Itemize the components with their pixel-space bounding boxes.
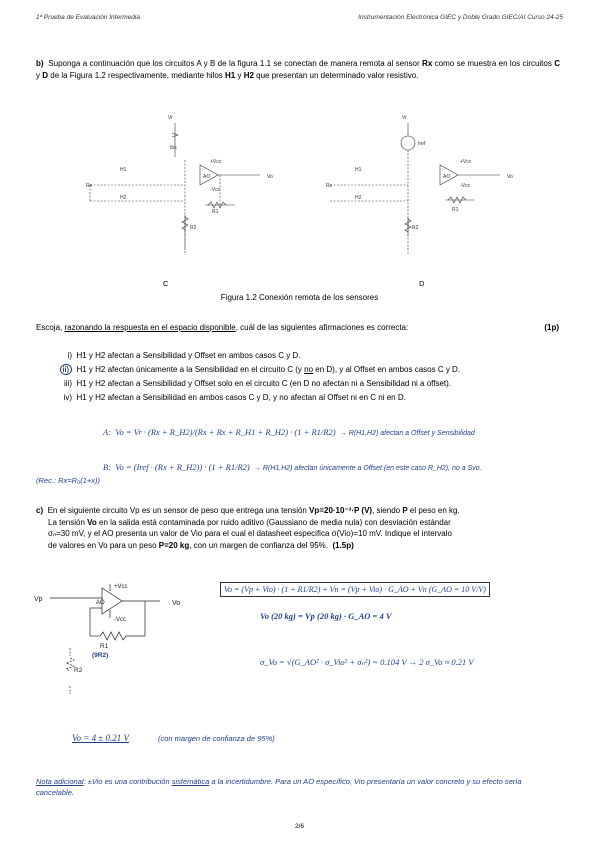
figure-circuits: [60, 105, 540, 290]
label-vr-c: Vr: [168, 115, 173, 121]
circ-c-r1: R1: [100, 643, 109, 650]
label-rx-d: Rx: [326, 183, 333, 189]
label-ao-d: AO: [443, 174, 451, 180]
label-h1-d: H1: [355, 167, 362, 173]
part-c-text: c) En el siguiente circuito Vp es un sensor de peso que entrega una tensión Vp=20·10⁻³·P (V), siendo P el peso en kg. La tensión Vo en la salida está contaminada por ruido aditivo (Gaussiano de media nula) con desviación estándar σₙ=30 mV, y el AO presenta un valor de Vio para el cual el datasheet especifica σ(Vio)=10 mV. Indique el intervalo de valores en Vo para un peso P=20 kg, con un margen de confianza del 95%. (1.5p): [36, 506, 460, 550]
label-vo-d: Vo: [507, 174, 513, 180]
label-iref: Iref: [418, 141, 426, 147]
label-vcc-pos-d: +Vcc: [460, 159, 472, 165]
circuit-part-c: [30, 578, 210, 703]
circ-c-r1-value: (9R2): [92, 652, 109, 659]
solution-rec: (Rec.: Rx=R₀(1+x)): [36, 476, 101, 485]
solution-eq1: Vo = (Vp + Vio) · (1 + R1/R2) + Vn = (Vp + Vio) · G_AO + Vn (G_AO = 10 V/V): [220, 582, 490, 597]
circ-c-vcc-neg: -Vcc: [114, 617, 126, 623]
label-vcc-neg-d: -Vcc: [460, 183, 470, 189]
header-left: 1ª Prueba de Evaluación Intermedia: [36, 14, 140, 21]
label-rx-c: Rx: [86, 183, 93, 189]
figure-caption: Figura 1.2 Conexión remota de los sensores: [220, 293, 379, 302]
solution-result-note: (con margen de confianza de 95%): [158, 734, 275, 743]
option-ii: ii) H1 y H2 afectan únicamente a la Sensibilidad en el circuito C (y no en D), y al Offset en ambos casos C y D.: [50, 364, 460, 376]
figure-label-c: C: [163, 279, 169, 288]
label-h1-c: H1: [120, 167, 127, 173]
circ-c-vo: Vo: [172, 600, 181, 607]
option-iii: iii) H1 y H2 afectan a Sensibilidad y Offset solo en el circuito C (en D no afectan ni a Sensibilidad ni a offset).: [64, 379, 452, 388]
solution-a: A: Vo = Vr · (Rx + R_H2)/(Rx + Rx + R_H1 + R_H2) · (1 + R1/R2) → R(H1,H2) afectan a Offset y Sensibilidad: [103, 427, 475, 437]
option-i: i) H1 y H2 afectan a Sensibilidad y Offset en ambos casos C y D.: [67, 351, 301, 360]
part-c-label: c): [36, 506, 44, 515]
question: Escoja, razonando la respuesta en el espacio disponible, cuál de las siguientes afirmaciones es correcta:: [36, 323, 409, 332]
label-r2-c: R2: [190, 225, 197, 231]
label-h2-c: H2: [120, 195, 127, 201]
solution-eq3: σ_Vo = √(G_AO² · σ_Vio² + σₙ²) = 0.104 V → 2 σ_Vo ≈ 0.21 V: [260, 657, 474, 667]
solution-result: Vo = 4 ± 0.21 V: [72, 733, 130, 743]
figure-label-d: D: [419, 279, 425, 288]
header-right: Instrumentación Electrónica GIEC y Doble Grado GIEC/AI Curso 24-25: [358, 14, 563, 21]
circ-c-ao: AO: [96, 600, 105, 606]
option-iv: iv) H1 y H2 afectan a Sensibilidad en ambos casos C y D, y no afectan al Offset ni en C ni en D.: [63, 393, 406, 402]
part-b-label: b): [36, 59, 44, 68]
label-vcc-pos-c: +Vcc: [210, 159, 222, 165]
circ-c-vp: Vp: [34, 596, 43, 603]
label-ibs: Ibs: [170, 145, 177, 151]
label-r2-d: R2: [412, 225, 419, 231]
question-points: (1p): [544, 323, 559, 332]
solution-b: B: Vo = (Iref · (Rx + R_H2)) · (1 + R1/R2) → R(H1,H2) afectan únicamente a Offset (en este caso R_H2), no a Svo.: [103, 462, 482, 472]
solution-eq2: Vo (20 kg) = Vp (20 kg) · G_AO = 4 V: [260, 611, 392, 621]
label-vr-d: Vr: [402, 115, 407, 121]
label-vcc-neg-c: -Vcc: [210, 187, 220, 193]
part-b-text: b) Suponga a continuación que los circuitos A y B de la figura 1.1 se conectan de manera remota al sensor Rx como se muestra en los circuitos C y D de la Figura 1.2 respectivamente, mediante hilos H1 y H2 que presentan un determinado valor resistivo.: [36, 59, 560, 80]
label-ao-c: AO: [203, 174, 211, 180]
selected-answer-circle: ii): [60, 364, 72, 375]
page-number: 2/6: [294, 823, 305, 830]
label-vo-c: Vo: [267, 174, 273, 180]
label-r1-d: R1: [452, 207, 459, 213]
circ-c-r2: R2: [74, 667, 83, 674]
additional-note: Nota adicional: ±Vio es una contribución sistemática a la incertidumbre. Para un AO específico, Vio presentaría un valor concreto y su efecto sería cancelable.: [36, 777, 522, 797]
label-h2-d: H2: [355, 195, 362, 201]
circ-c-vcc-pos: +Vcc: [114, 584, 128, 590]
label-r1-c: R1: [212, 209, 219, 215]
